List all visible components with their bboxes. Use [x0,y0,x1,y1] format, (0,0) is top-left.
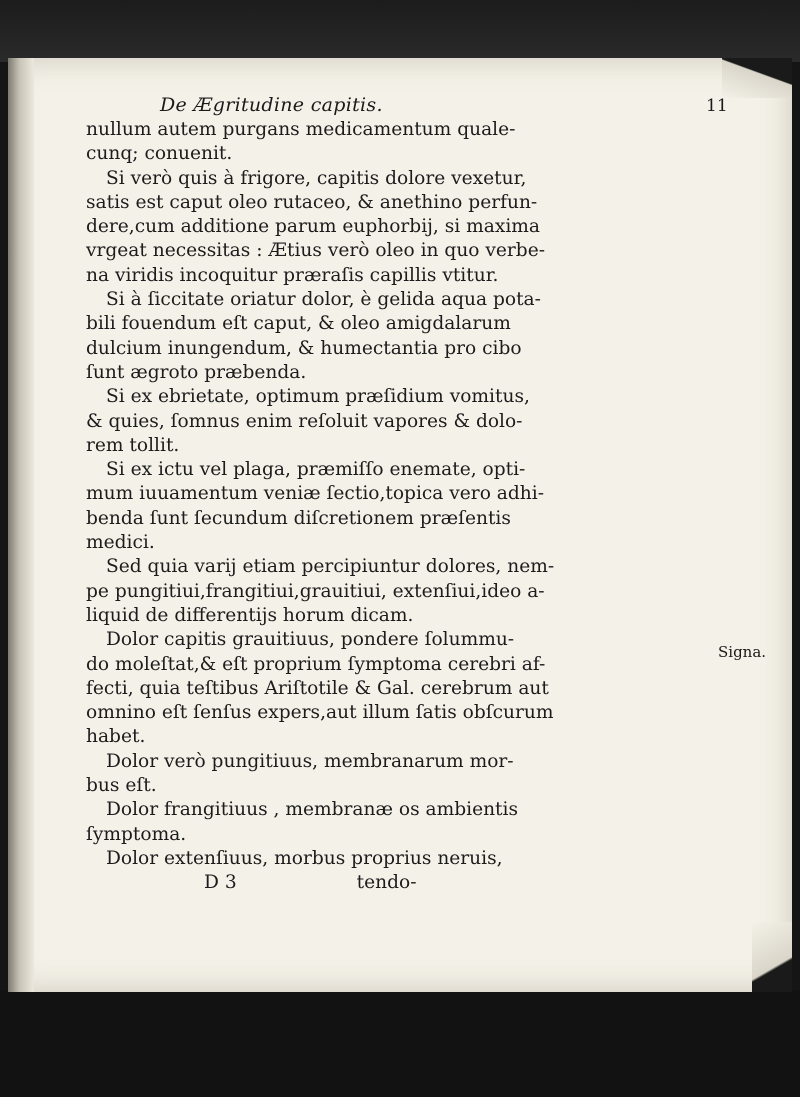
page-number: 11 [706,96,728,116]
text-line: habet. [86,726,146,748]
text-line: dere,cum additione parum euphorbij, si maxima [86,216,541,238]
text-line: ſymptoma. [86,823,187,845]
binding-gutter [8,58,34,992]
text-line: nullum autem purgans medicamentum quale- [86,119,516,140]
page-corner-top [722,58,792,98]
scan-top-border [0,0,800,62]
signature-line [86,871,686,895]
text-line: rem tollit. [86,434,180,456]
scan-bottom-border [0,990,800,1097]
text-line: do moleſtat,& eſt proprium ſymptoma cerebri af- [86,653,546,675]
text-line: bili fouendum eſt caput, & oleo amigdalarum [86,313,511,335]
text-line: Si ex ictu vel plaga, præmiſſo enemate, opti- [106,459,526,481]
text-line: mum iuuamentum veniæ ſectio,topica vero adhi- [86,483,544,505]
text-line: Si ex ebrietate, optimum præſidium vomitus, [106,386,530,408]
text-line: Si verò quis à frigore, capitis dolore vexetur, [106,167,527,189]
text-line: Dolor frangitiuus , membranæ os ambientis [106,799,519,821]
text-line: dulcium inungendum, & humectantia pro cibo [86,337,522,359]
text-line: Si à ſiccitate oriatur dolor, è gelida aqua pota- [106,289,541,311]
book-page [8,58,792,992]
text-line: pe pungitiui,frangitiui,grauitiui, extenſiui,ideo a- [86,580,545,602]
text-line: medici. [86,532,155,554]
text-line: & quies, ſomnus enim reſoluit vapores & dolo- [86,410,523,432]
text-line: Dolor extenſiuus, morbus proprius neruis, [106,847,503,869]
page-corner-bottom [752,922,792,992]
text-line: Dolor verò pungitiuus, membranarum mor- [106,750,514,772]
text-line: cunq; conuenit. [86,143,233,165]
running-head: De Ægritudine capitis. [160,94,383,116]
margin-note: Signa. [718,643,767,661]
text-line: liquid de differentijs horum dicam. [86,604,414,626]
catchword: tendo- [356,872,417,894]
text-line: Dolor capitis grauitiuus, pondere ſolummu- [106,629,515,651]
signature-mark: D 3 [204,872,237,894]
text-line: Sed quia varij etiam percipiuntur dolores, nem- [106,556,555,578]
text-line: satis est caput oleo rutaceo, & anethino perfun- [86,191,538,213]
text-line: fecti, quia teſtibus Ariſtotile & Gal. cerebrum aut [86,677,549,699]
text-line: bus eſt. [86,775,157,797]
text-line: benda ſunt ſecundum diſcretionem præſentis [86,507,511,529]
text-line: vrgeat necessitas : Ætius verò oleo in quo verbe- [86,240,545,262]
text-line: omnino eſt ſenſus expers,aut illum ſatis obſcurum [86,702,554,724]
body-text [86,118,686,896]
text-line: na viridis incoquitur præraſis capillis vtitur. [86,264,499,286]
text-line: ſunt ægroto præbenda. [86,361,307,383]
